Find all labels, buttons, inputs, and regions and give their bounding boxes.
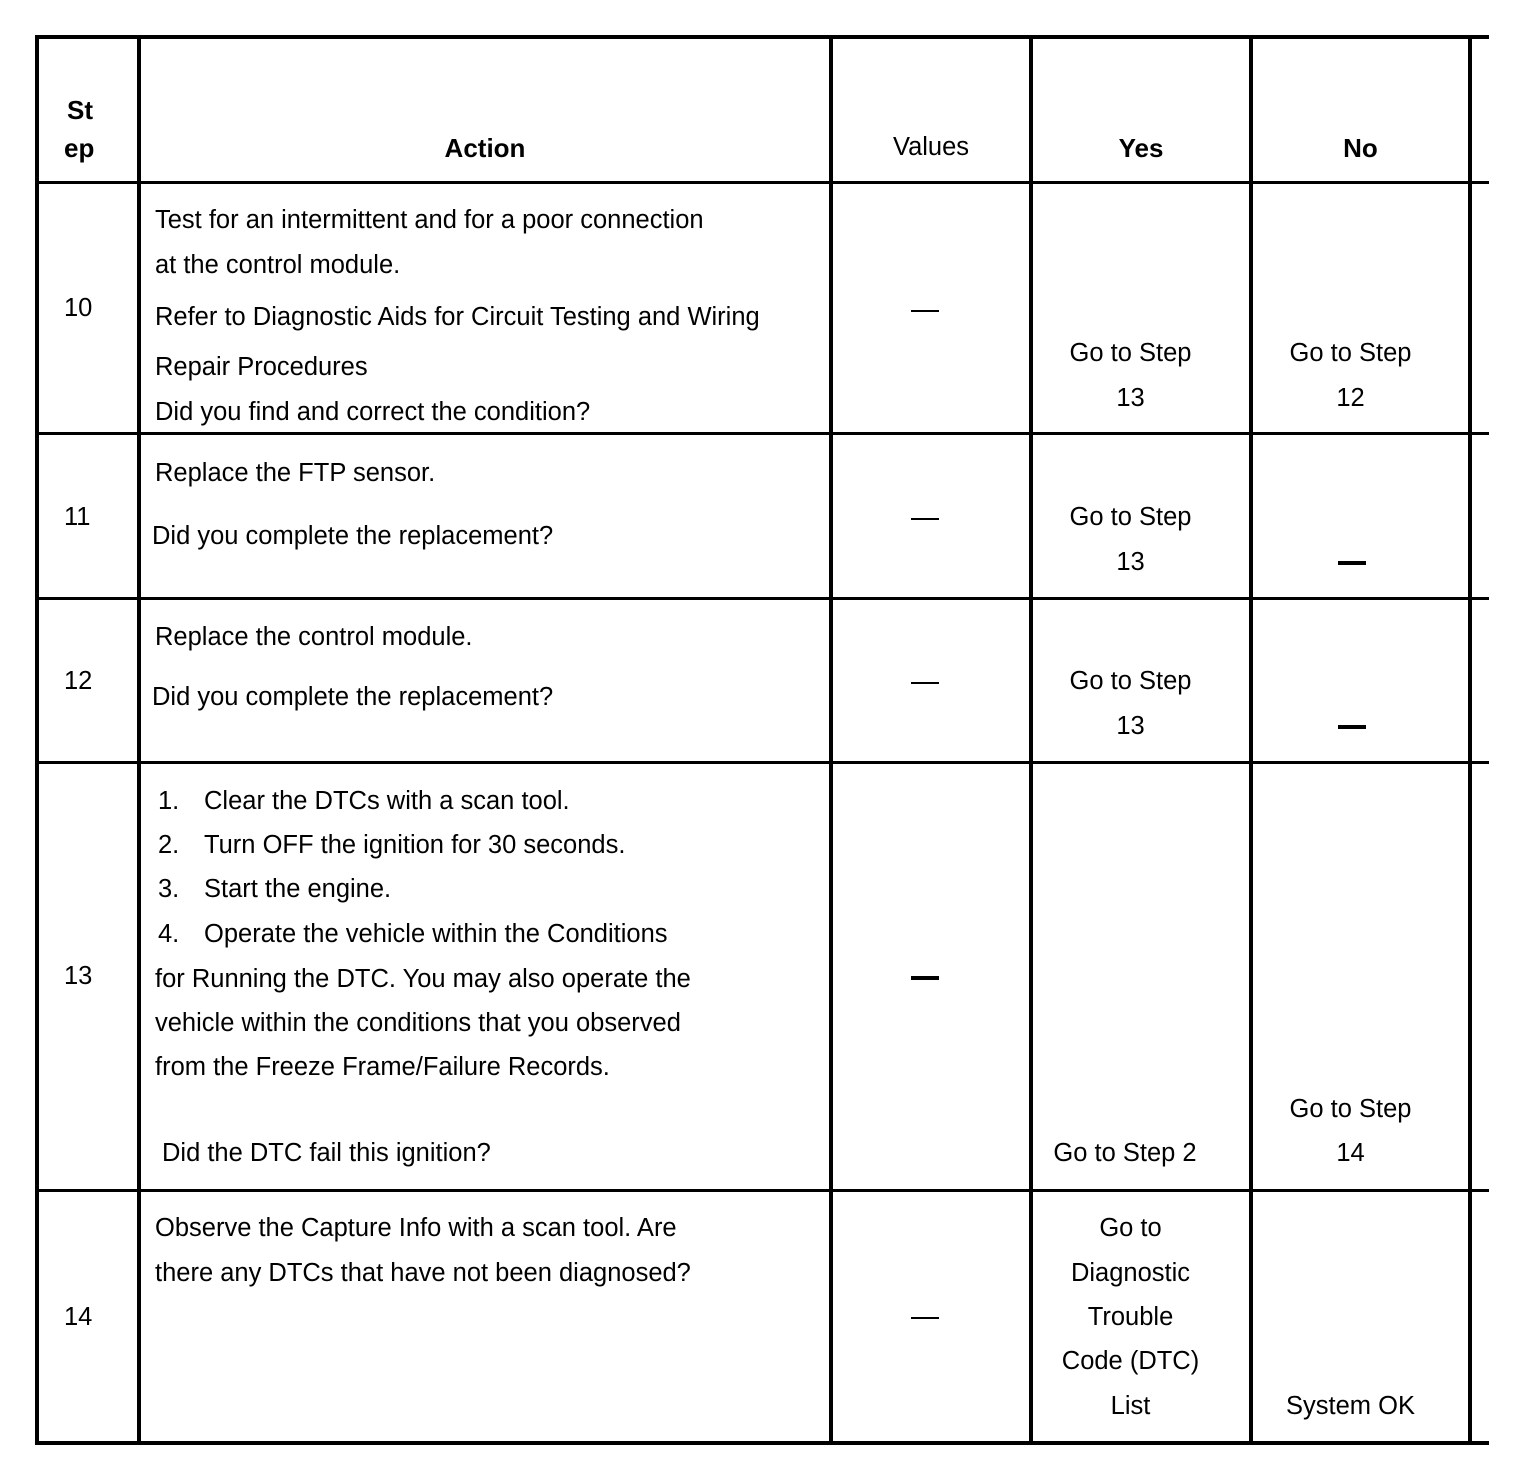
- action-text: at the control module.: [155, 251, 401, 279]
- no-text: Go to Step: [1289, 339, 1412, 367]
- yes-text: Trouble: [1087, 1303, 1174, 1331]
- action-list-item: [158, 786, 570, 816]
- header-action: Action: [444, 133, 526, 163]
- list-number: 3.: [158, 875, 180, 903]
- yes-text: List: [1110, 1392, 1151, 1420]
- yes-text: 13: [1116, 712, 1145, 740]
- no-dash: [1338, 561, 1366, 565]
- step-number: 10: [64, 294, 93, 322]
- column-divider: [1249, 36, 1253, 1445]
- row-divider: [35, 432, 1489, 435]
- step-number: 14: [64, 1303, 93, 1331]
- yes-text: Go to Step: [1069, 667, 1192, 695]
- list-text: Start the engine.: [204, 875, 392, 903]
- values-dash: [911, 976, 939, 980]
- header-yes: Yes: [1118, 133, 1164, 163]
- values-dash: [911, 1317, 939, 1319]
- action-text: there any DTCs that have not been diagnosed?: [155, 1259, 691, 1287]
- values-dash: [911, 682, 939, 684]
- action-text: Test for an intermittent and for a poor connection: [155, 206, 704, 234]
- table-border-right: [1468, 36, 1472, 1445]
- action-text: for Running the DTC. You may also operate the: [155, 965, 691, 993]
- action-text: Refer to Diagnostic Aids for Circuit Testing and Wiring: [155, 303, 760, 331]
- action-text: vehicle within the conditions that you observed: [155, 1009, 681, 1037]
- row-divider: [35, 181, 1489, 184]
- action-text: Repair Procedures: [155, 353, 368, 381]
- yes-text: Go to Step: [1069, 339, 1192, 367]
- list-text: Operate the vehicle within the Conditions: [204, 920, 668, 948]
- list-number: 1.: [158, 787, 180, 815]
- header-step-part1: St: [67, 95, 93, 125]
- table-border-left: [35, 36, 39, 1445]
- action-text: Did you complete the replacement?: [152, 683, 554, 711]
- step-number: 11: [64, 503, 91, 531]
- action-text: Replace the control module.: [155, 623, 473, 651]
- action-question: Did the DTC fail this ignition?: [162, 1139, 491, 1167]
- yes-text: Code (DTC): [1061, 1347, 1200, 1375]
- step-number: 12: [64, 667, 93, 695]
- yes-text: Go to Step: [1069, 503, 1192, 531]
- action-text: Observe the Capture Info with a scan tool. Are: [155, 1214, 677, 1242]
- row-divider: [35, 597, 1489, 600]
- row-divider: [35, 761, 1489, 764]
- table-border-top: [35, 35, 1489, 39]
- list-number: 2.: [158, 831, 180, 859]
- values-dash: [911, 310, 939, 312]
- header-values: Values: [892, 133, 970, 161]
- values-dash: [911, 518, 939, 520]
- action-text: Did you complete the replacement?: [152, 522, 554, 550]
- action-text: Did you find and correct the condition?: [155, 398, 591, 426]
- list-number: 4.: [158, 920, 180, 948]
- no-dash: [1338, 725, 1366, 729]
- yes-text: 13: [1116, 384, 1145, 412]
- list-text: Clear the DTCs with a scan tool.: [204, 787, 570, 815]
- row-divider: [35, 1189, 1489, 1192]
- yes-text: 13: [1116, 548, 1145, 576]
- list-text: Turn OFF the ignition for 30 seconds.: [204, 831, 626, 859]
- no-text: 14: [1336, 1139, 1365, 1167]
- yes-text: Diagnostic: [1070, 1259, 1191, 1287]
- action-text: Replace the FTP sensor.: [155, 459, 436, 487]
- header-step-part2: ep: [64, 133, 95, 163]
- no-text: Go to Step: [1289, 1095, 1412, 1123]
- column-divider: [829, 36, 833, 1445]
- action-list-item: [158, 919, 668, 949]
- no-text: 12: [1336, 384, 1365, 412]
- yes-text: Go to Step 2: [1053, 1139, 1197, 1167]
- header-no: No: [1343, 133, 1378, 163]
- no-text: System OK: [1286, 1392, 1415, 1420]
- table-border-bottom: [35, 1441, 1489, 1445]
- yes-text: Go to: [1099, 1214, 1162, 1242]
- action-list-item: [158, 874, 391, 904]
- action-list-item: [158, 830, 625, 860]
- action-text: from the Freeze Frame/Failure Records.: [155, 1053, 610, 1081]
- step-number: 13: [64, 962, 93, 990]
- column-divider: [137, 36, 141, 1445]
